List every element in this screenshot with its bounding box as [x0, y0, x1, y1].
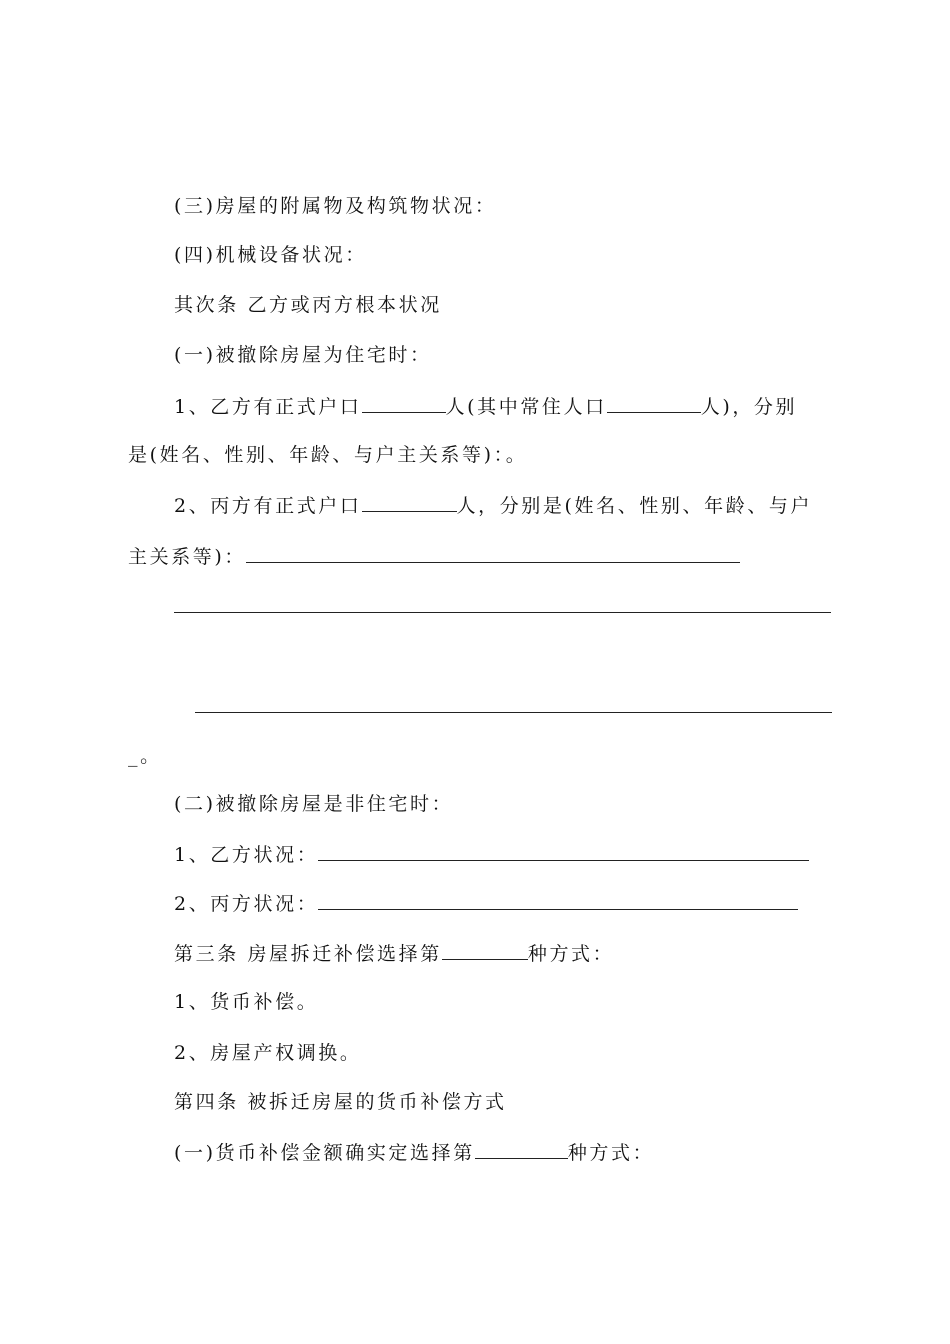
fill-blank-party-b-status[interactable] [318, 842, 809, 861]
line-text: 人，分别是(姓名、性别、年龄、与户 [456, 495, 813, 517]
section-2-non-residential [174, 792, 453, 816]
fill-blank-compensation-method[interactable] [442, 941, 528, 960]
line-text: 种方式： [567, 1142, 655, 1164]
fill-line-party-c-details-3[interactable] [195, 712, 832, 713]
option-property-exchange [174, 1041, 362, 1065]
party-b-household-line [174, 394, 797, 419]
fill-line-party-c-details-2[interactable] [174, 612, 831, 613]
fill-line-end [128, 744, 162, 768]
line-text: 2、丙方有正式户口 [174, 495, 362, 517]
party-b-household-continued [128, 443, 527, 467]
line-text: 人)，分别 [700, 396, 798, 418]
line-text: 人(其中常住人口 [445, 396, 607, 418]
line-text: 第四条 被拆迁房屋的货币补偿方式 [174, 1091, 507, 1113]
party-c-household-continued [128, 544, 740, 569]
article-2-heading [174, 293, 442, 317]
fill-blank-resident-count[interactable] [607, 394, 701, 413]
line-text: 其次条 乙方或丙方根本状况 [174, 294, 442, 316]
section-1-residential [174, 343, 432, 367]
line-text: 2、丙方状况： [174, 893, 319, 915]
clause-4-equipment [174, 243, 367, 267]
fill-blank-household-count[interactable] [362, 394, 446, 413]
line-text: 第三条 房屋拆迁补偿选择第 [174, 943, 442, 965]
fill-blank-household-count[interactable] [362, 493, 457, 512]
line-text: (一)货币补偿金额确实定选择第 [174, 1142, 475, 1164]
line-text: 主关系等)： [128, 546, 247, 568]
line-text: _。 [128, 745, 162, 767]
fill-blank-party-c-status[interactable] [318, 891, 798, 910]
option-monetary [174, 990, 318, 1014]
line-text: (二)被撤除房屋是非住宅时： [174, 793, 454, 815]
line-text: 1、货币补偿。 [174, 991, 319, 1013]
line-text: (一)被撤除房屋为住宅时： [174, 344, 432, 366]
fill-blank-party-c-details[interactable] [246, 544, 740, 563]
line-text: 1、乙方有正式户口 [174, 396, 362, 418]
line-text: 种方式： [527, 943, 615, 965]
party-c-household-line [174, 493, 812, 518]
line-text: (四)机械设备状况： [174, 244, 367, 266]
article-3-line [174, 941, 614, 966]
party-c-status-line [174, 891, 798, 916]
line-text: 2、房屋产权调换。 [174, 1042, 362, 1064]
line-text: 是(姓名、性别、年龄、与户主关系等)：。 [128, 444, 528, 466]
section-1-amount-line [174, 1140, 654, 1165]
article-4-heading [174, 1090, 507, 1114]
line-text: (三)房屋的附属物及构筑物状况： [174, 195, 497, 217]
clause-3-attachments [174, 194, 496, 218]
line-text: 1、乙方状况： [174, 844, 319, 866]
party-b-status-line [174, 842, 809, 867]
fill-blank-amount-method[interactable] [475, 1140, 568, 1159]
